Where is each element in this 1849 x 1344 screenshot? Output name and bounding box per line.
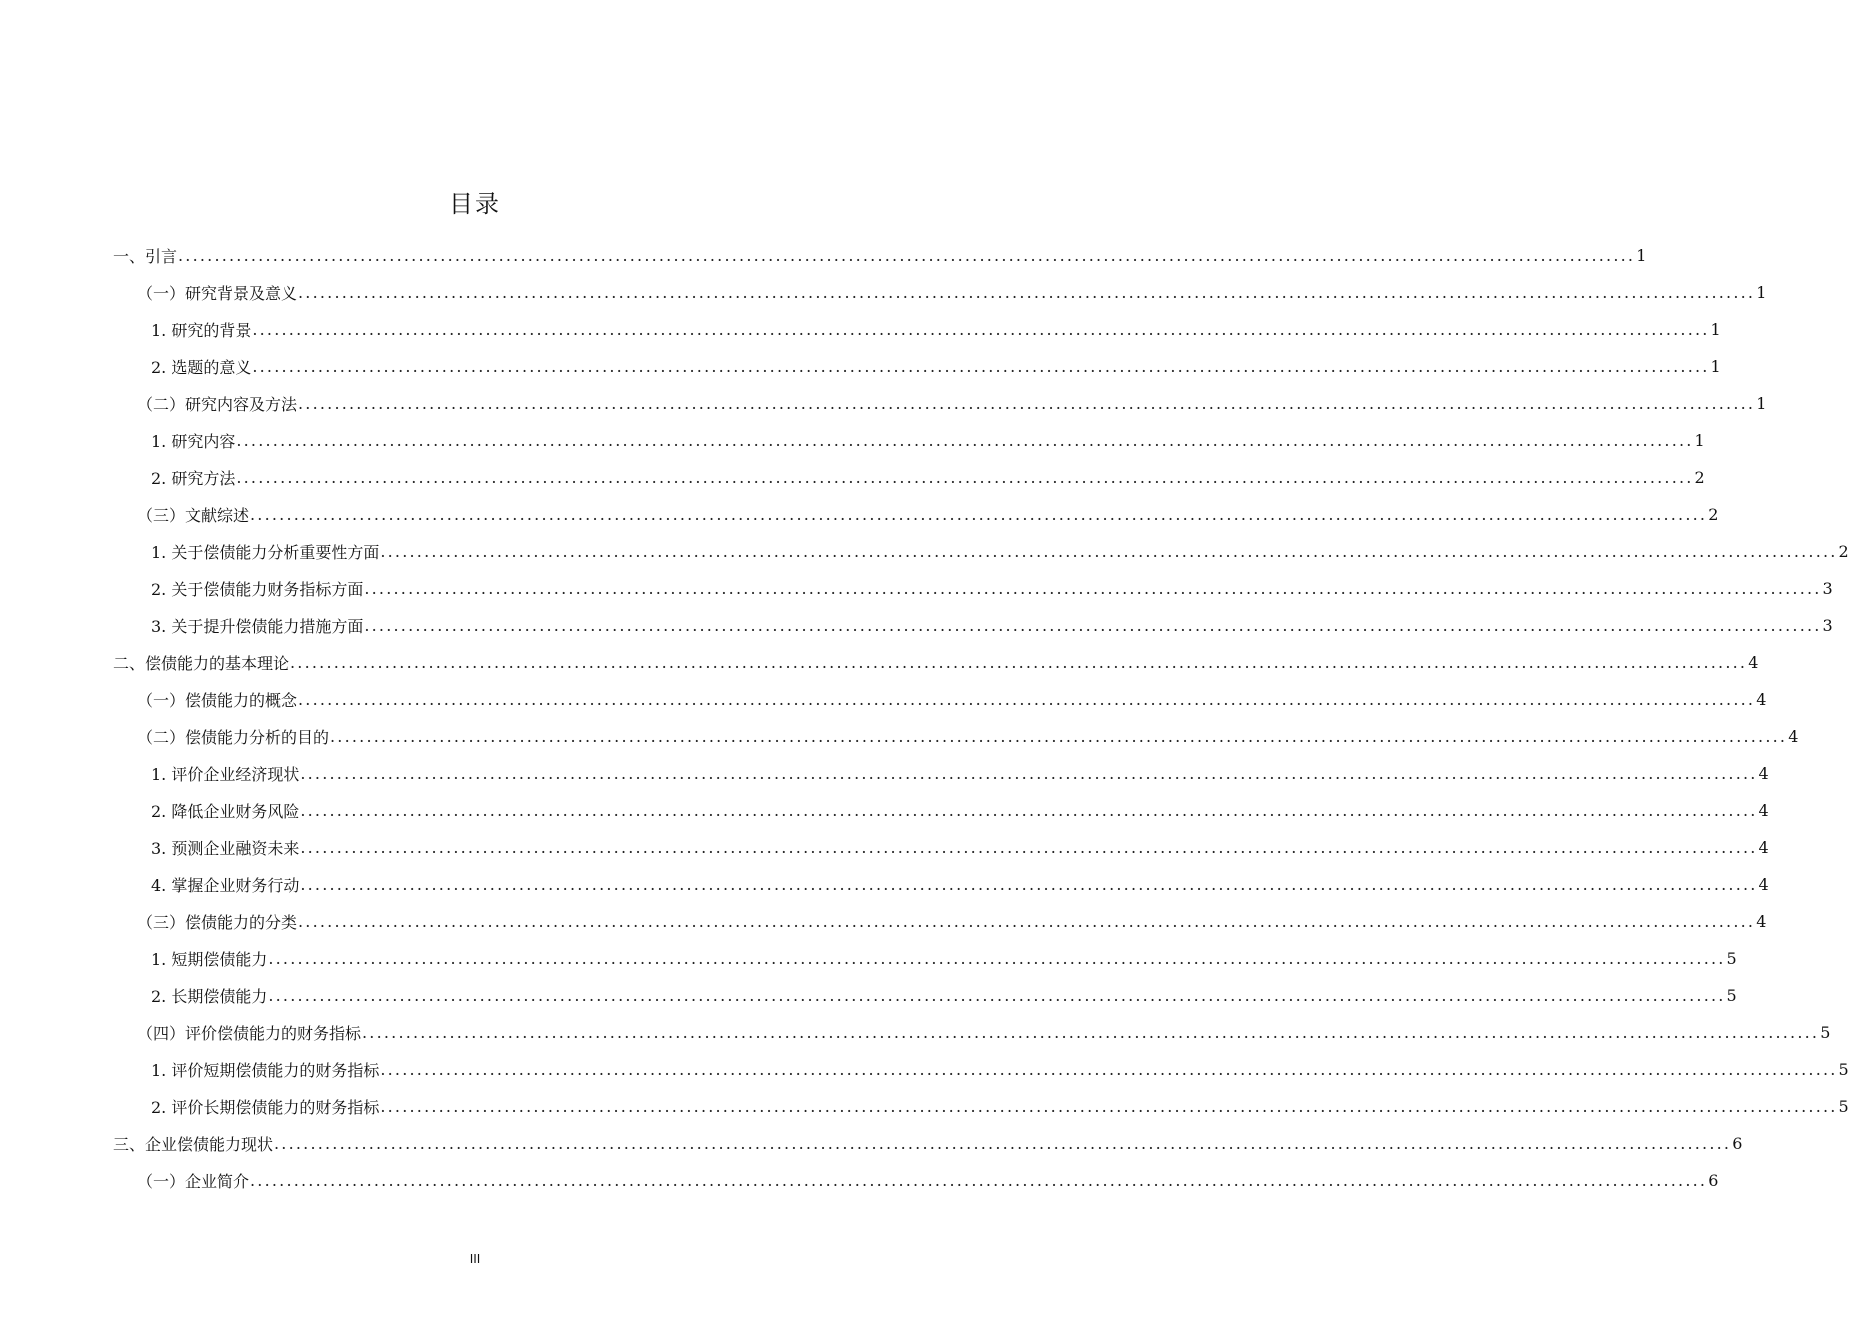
toc-entry	[151, 459, 1705, 496]
toc-entry	[113, 237, 1647, 274]
toc-entry-title: 2. 研究方法	[151, 469, 236, 488]
toc-entry-title: 一、引言	[113, 247, 178, 266]
toc-entry-title: 1. 评价企业经济现状	[151, 765, 300, 784]
toc-entry-page: 2	[1694, 468, 1705, 487]
toc-entry-page: 1	[1710, 357, 1721, 376]
toc-entry-page: 1	[1636, 246, 1647, 265]
toc-entry-page: 4	[1758, 764, 1769, 783]
toc-dot-leader: ........................................................................................................................................................................................................	[268, 949, 1726, 968]
toc-dot-leader: ........................................................................................................................................................................................................	[236, 468, 1694, 487]
toc-entry-title: （一）研究背景及意义	[137, 284, 298, 303]
toc-dot-leader: ........................................................................................................................................................................................................	[300, 764, 1758, 783]
toc-entry	[137, 903, 1767, 940]
toc-dot-leader: ........................................................................................................................................................................................................	[250, 1171, 1708, 1190]
toc-entry-page: 5	[1838, 1097, 1849, 1116]
toc-entry	[137, 1014, 1831, 1051]
toc-entry-page: 5	[1820, 1023, 1831, 1042]
toc-entry	[137, 1162, 1719, 1199]
toc-entry-page: 4	[1756, 912, 1767, 931]
toc-entry	[137, 385, 1767, 422]
toc-entry-title: 2. 降低企业财务风险	[151, 802, 300, 821]
toc-entry	[151, 570, 1833, 607]
toc-entry	[151, 829, 1769, 866]
toc-entry	[113, 644, 1759, 681]
toc-entry-title: 2. 长期偿债能力	[151, 987, 268, 1006]
toc-dot-leader: ........................................................................................................................................................................................................	[364, 579, 1822, 598]
toc-entry-page: 3	[1822, 616, 1833, 635]
toc-entry	[113, 1125, 1743, 1162]
toc-entry-page: 3	[1822, 579, 1833, 598]
toc-dot-leader: ........................................................................................................................................................................................................	[178, 246, 1636, 265]
toc-entry	[151, 607, 1833, 644]
toc-dot-leader: ........................................................................................................................................................................................................	[330, 727, 1788, 746]
toc-entry-page: 1	[1694, 431, 1705, 450]
toc-entry-page: 6	[1708, 1171, 1719, 1190]
toc-dot-leader: ........................................................................................................................................................................................................	[250, 505, 1708, 524]
toc-entry-title: 1. 研究的背景	[151, 321, 252, 340]
toc-dot-leader: ........................................................................................................................................................................................................	[380, 1060, 1838, 1079]
toc-entry-page: 1	[1710, 320, 1721, 339]
toc-entry-title: （二）偿债能力分析的目的	[137, 728, 330, 747]
toc-entry-page: 1	[1756, 283, 1767, 302]
toc-dot-leader: ........................................................................................................................................................................................................	[362, 1023, 1820, 1042]
toc-entry-title: 二、偿债能力的基本理论	[113, 654, 290, 673]
toc-entry-title: 2. 关于偿债能力财务指标方面	[151, 580, 364, 599]
toc-dot-leader: ........................................................................................................................................................................................................	[380, 1097, 1838, 1116]
toc-entry	[151, 533, 1849, 570]
toc-entry-title: 3. 关于提升偿债能力措施方面	[151, 617, 364, 636]
toc-entry-title: 2. 评价长期偿债能力的财务指标	[151, 1098, 380, 1117]
toc-entry-title: 4. 掌握企业财务行动	[151, 876, 300, 895]
toc-dot-leader: ........................................................................................................................................................................................................	[300, 875, 1758, 894]
toc-entry-title: 2. 选题的意义	[151, 358, 252, 377]
toc-entry-page: 5	[1726, 986, 1737, 1005]
toc-entry	[151, 792, 1769, 829]
toc-entry-page: 5	[1726, 949, 1737, 968]
toc-entry	[151, 348, 1721, 385]
toc-entry	[151, 1088, 1849, 1125]
toc-entry-title: 1. 短期偿债能力	[151, 950, 268, 969]
toc-entry-title: （四）评价偿债能力的财务指标	[137, 1024, 362, 1043]
toc-dot-leader: ........................................................................................................................................................................................................	[236, 431, 1694, 450]
toc-entry-title: （一）偿债能力的概念	[137, 691, 298, 710]
toc-entry-title: （三）偿债能力的分类	[137, 913, 298, 932]
toc-entry-page: 4	[1756, 690, 1767, 709]
toc-dot-leader: ........................................................................................................................................................................................................	[298, 912, 1756, 931]
toc-entry-title: （一）企业简介	[137, 1172, 250, 1191]
toc-entry-page: 2	[1838, 542, 1849, 561]
toc-entry	[151, 940, 1737, 977]
toc-entry-title: 1. 研究内容	[151, 432, 236, 451]
toc-entry-page: 4	[1758, 801, 1769, 820]
toc-entry	[151, 311, 1721, 348]
toc-entry-title: （三）文献综述	[137, 506, 250, 525]
toc-dot-leader: ........................................................................................................................................................................................................	[300, 838, 1758, 857]
toc-entry-title: （二）研究内容及方法	[137, 395, 298, 414]
toc-entry	[137, 681, 1767, 718]
toc-entry-title: 3. 预测企业融资未来	[151, 839, 300, 858]
toc-entry-page: 4	[1748, 653, 1759, 672]
toc-entry	[137, 718, 1799, 755]
toc-entry	[151, 977, 1737, 1014]
toc-entry-page: 4	[1758, 838, 1769, 857]
toc-entry-title: 1. 评价短期偿债能力的财务指标	[151, 1061, 380, 1080]
toc-entry	[137, 496, 1719, 533]
toc-entry-page: 2	[1708, 505, 1719, 524]
toc-entry-page: 4	[1758, 875, 1769, 894]
toc-entry	[137, 274, 1767, 311]
toc-dot-leader: ........................................................................................................................................................................................................	[252, 320, 1710, 339]
toc-entry	[151, 866, 1769, 903]
toc-dot-leader: ........................................................................................................................................................................................................	[252, 357, 1710, 376]
toc-entry	[151, 1051, 1849, 1088]
toc-dot-leader: ........................................................................................................................................................................................................	[298, 394, 1756, 413]
toc-entry-title: 三、企业偿债能力现状	[113, 1135, 274, 1154]
toc-dot-leader: ........................................................................................................................................................................................................	[364, 616, 1822, 635]
toc-entry-page: 4	[1788, 727, 1799, 746]
toc-dot-leader: ........................................................................................................................................................................................................	[298, 690, 1756, 709]
toc-dot-leader: ........................................................................................................................................................................................................	[298, 283, 1756, 302]
toc-dot-leader: ........................................................................................................................................................................................................	[268, 986, 1726, 1005]
page-title: 目录	[449, 190, 501, 218]
toc-dot-leader: ........................................................................................................................................................................................................	[300, 801, 1758, 820]
toc-entry	[151, 422, 1705, 459]
toc-entry-title: 1. 关于偿债能力分析重要性方面	[151, 543, 380, 562]
toc-entry	[151, 755, 1769, 792]
toc-entry-page: 6	[1732, 1134, 1743, 1153]
page-number-footer: III	[469, 1252, 481, 1266]
toc-dot-leader: ........................................................................................................................................................................................................	[290, 653, 1748, 672]
toc-dot-leader: ........................................................................................................................................................................................................	[380, 542, 1838, 561]
toc-entry-page: 1	[1756, 394, 1767, 413]
toc-entry-page: 5	[1838, 1060, 1849, 1079]
toc-dot-leader: ........................................................................................................................................................................................................	[274, 1134, 1732, 1153]
